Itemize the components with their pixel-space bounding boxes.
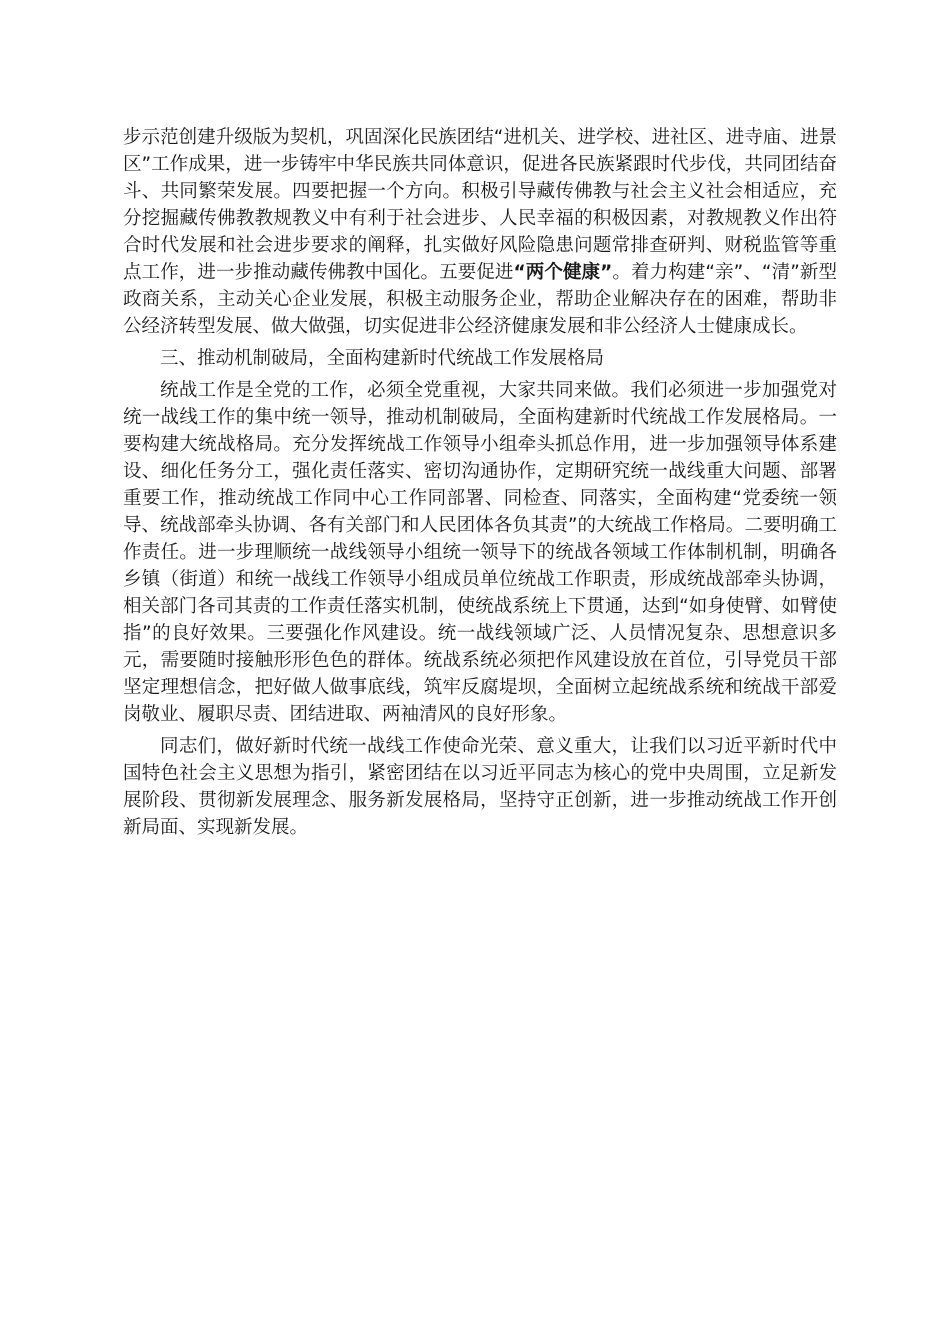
paragraph-text: 。着力构建“亲”、“清”新型政商关系，主动关心企业发展，积极主动服务企业，帮助企业解决存在的困难，帮助非公经济转型发展、做大做强，切实促进非公经济健康发展和非公经济人士健康成长。 (123, 262, 837, 337)
paragraph-text: 步示范创建升级版为契机，巩固深化民族团结“进机关、进学校、进社区、进寺庙、进景区”工作成果，进一步铸牢中华民族共同体意识，促进各民族紧跟时代步伐，共同团结奋斗、共同繁荣发展。四要把握一个方向。积极引导藏传佛教与社会主义社会相适应，充分挖掘藏传佛教教规教义中有利于社会进步、人民幸福的积极因素，对教规教义作出符合时代发展和社会进步要求的阐释，扎实做好风险隐患问题常排查研判、财税监管等重点工作，进一步推动藏传佛教中国化。五要促进 (123, 127, 837, 283)
document-body (123, 124, 837, 846)
paragraph-continued (123, 124, 837, 340)
paragraph-closing: 同志们，做好新时代统一战线工作使命光荣、意义重大，让我们以习近平新时代中国特色社会主义思想为指引，紧密团结在以习近平同志为核心的党中央周围，立足新发展阶段、贯彻新发展理念、服务新发展格局，坚持守正创新，进一步推动统战工作开创新局面、实现新发展。 (123, 736, 837, 838)
section-heading: 三、推动机制破局，全面构建新时代统战工作发展格局 (160, 348, 605, 369)
emphasis-text: “两个健康” (513, 262, 613, 283)
paragraph-unified-front: 统战工作是全党的工作，必须全党重视，大家共同来做。我们必须进一步加强党对统一战线工作的集中统一领导，推动机制破局，全面构建新时代统战工作发展格局。一要构建大统战格局。充分发挥统战工作领导小组牵头抓总作用，进一步加强领导体系建设、细化任务分工，强化责任落实、密切沟通协作，定期研究统一战线重大问题、部署重要工作，推动统战工作同中心工作同部署、同检查、同落实，全面构建“党委统一领导、统战部牵头协调、各有关部门和人民团体各负其责”的大统战工作格局。二要明确工作责任。进一步理顺统一战线领导小组统一领导下的统战各领域工作体制机制，明确各乡镇（街道）和统一战线工作领导小组成员单位统战工作职责，形成统战部牵头协调，相关部门各司其责的工作责任落实机制，使统战系统上下贯通，达到“如身使臂、如臂使指”的良好效果。三要强化作风建设。统一战线领域广泛、人员情况复杂、思想意识多元，需要随时接触形形色色的群体。统战系统必须把作风建设放在首位，引导党员干部坚定理想信念，把好做人做事底线，筑牢反腐堤坝，全面树立起统战系统和统战干部爱岗敬业、履职尽责、团结进取、两袖清风的良好形象。 (123, 380, 837, 725)
